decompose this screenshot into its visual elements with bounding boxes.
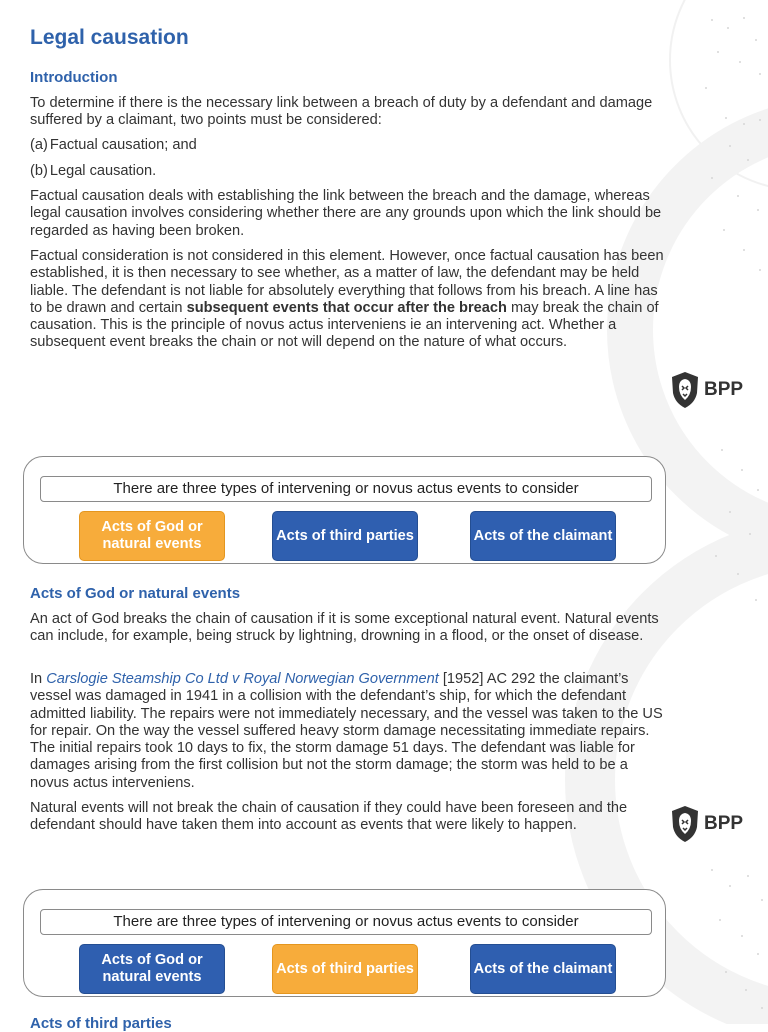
natural-events-foreseen-paragraph: Natural events will not break the chain of causation if they could have been foreseen and the defendant should have taken them into account as events that were likely to happen. bbox=[30, 800, 628, 834]
acts-of-third-parties-box: Acts of third parties bbox=[272, 944, 418, 994]
case-name: Carslogie Steamship Co Ltd v Royal Norwegian Government bbox=[46, 671, 439, 687]
list-marker-a: (a) bbox=[30, 137, 48, 153]
list-item-a bbox=[30, 137, 670, 154]
acts-of-god-box: Acts of God or natural events bbox=[79, 511, 225, 561]
novus-actus-text-end: may break the chain of causation. This is the principle of novus actus interveniens ie an intervening act. Whether a subsequent event breaks the chain or not will depend on the nature of what occurs. bbox=[30, 299, 659, 351]
intervening-events-diagram bbox=[23, 456, 666, 564]
lion-shield-icon bbox=[670, 371, 700, 409]
bpp-logo-text: BPP bbox=[704, 813, 744, 834]
acts-of-third-parties-box: Acts of third parties bbox=[272, 511, 418, 561]
case-description: [1952] AC 292 the claimant’s vessel was damaged in 1941 in a collision with the defendant’s ship, for which the defendant admitted liability. The repairs were not immediately necessary, and the vessel was taken to the US for repair. On the way the vessel suffered heavy storm damage necessitating immediate repairs. The initial repairs took 10 days to fix, the storm damage 51 days. The defendant was liable for damages arising from the first collision but not the storm damage; the storm was held to be a novus actus interveniens. bbox=[30, 671, 663, 791]
intervening-events-diagram-2 bbox=[23, 889, 666, 997]
section-heading-third-parties: Acts of third parties bbox=[30, 1015, 172, 1032]
novus-actus-paragraph bbox=[30, 248, 670, 352]
list-marker-b: (b) bbox=[30, 163, 48, 179]
lion-shield-icon bbox=[670, 805, 700, 843]
diagram-header: There are three types of intervening or novus actus events to consider bbox=[40, 476, 652, 502]
bpp-logo-2 bbox=[670, 805, 743, 843]
list-text-a: Factual causation; and bbox=[49, 137, 197, 153]
list-text-b: Legal causation. bbox=[49, 163, 157, 179]
acts-of-the-claimant-box: Acts of the claimant bbox=[470, 511, 616, 561]
acts-of-god-box: Acts of God or natural events bbox=[79, 944, 225, 994]
novus-actus-emphasis: subsequent events that occur after the breach bbox=[186, 299, 507, 316]
factual-causation-paragraph: Factual causation deals with establishing the link between the breach and the damage, whereas legal causation involves considering whether there are any grounds upon which the link should be regarded as having been broken. bbox=[30, 188, 662, 239]
carslogie-case-paragraph bbox=[30, 671, 670, 792]
novus-actus-text-start: Factual consideration is not considered in this element. However, once factual causation has been established, it is then necessary to see whether, as a matter of law, the defendant may be held liable. The defendant is not liable for absolutely everything that follows from his breach. A line has to be drawn and certain bbox=[30, 248, 664, 316]
bpp-logo-text: BPP bbox=[704, 379, 744, 400]
section-heading-acts-of-god: Acts of God or natural events bbox=[30, 585, 241, 602]
acts-of-god-paragraph: An act of God breaks the chain of causation if it is some exceptional natural event. Natural events can include, for example, being struck by lightning, drowning in a flood, or the onset of disease. bbox=[30, 611, 659, 645]
intro-paragraph: To determine if there is the necessary link between a breach of duty by a defendant and damage suffered by a claimant, two points must be considered: bbox=[30, 95, 653, 129]
page-title: Legal causation bbox=[30, 26, 189, 49]
section-heading-introduction: Introduction bbox=[30, 69, 118, 86]
diagram-header: There are three types of intervening or novus actus events to consider bbox=[40, 909, 652, 935]
bpp-logo bbox=[670, 371, 743, 409]
case-intro-text: In bbox=[30, 671, 47, 687]
acts-of-the-claimant-box: Acts of the claimant bbox=[470, 944, 616, 994]
list-item-b bbox=[30, 163, 670, 180]
